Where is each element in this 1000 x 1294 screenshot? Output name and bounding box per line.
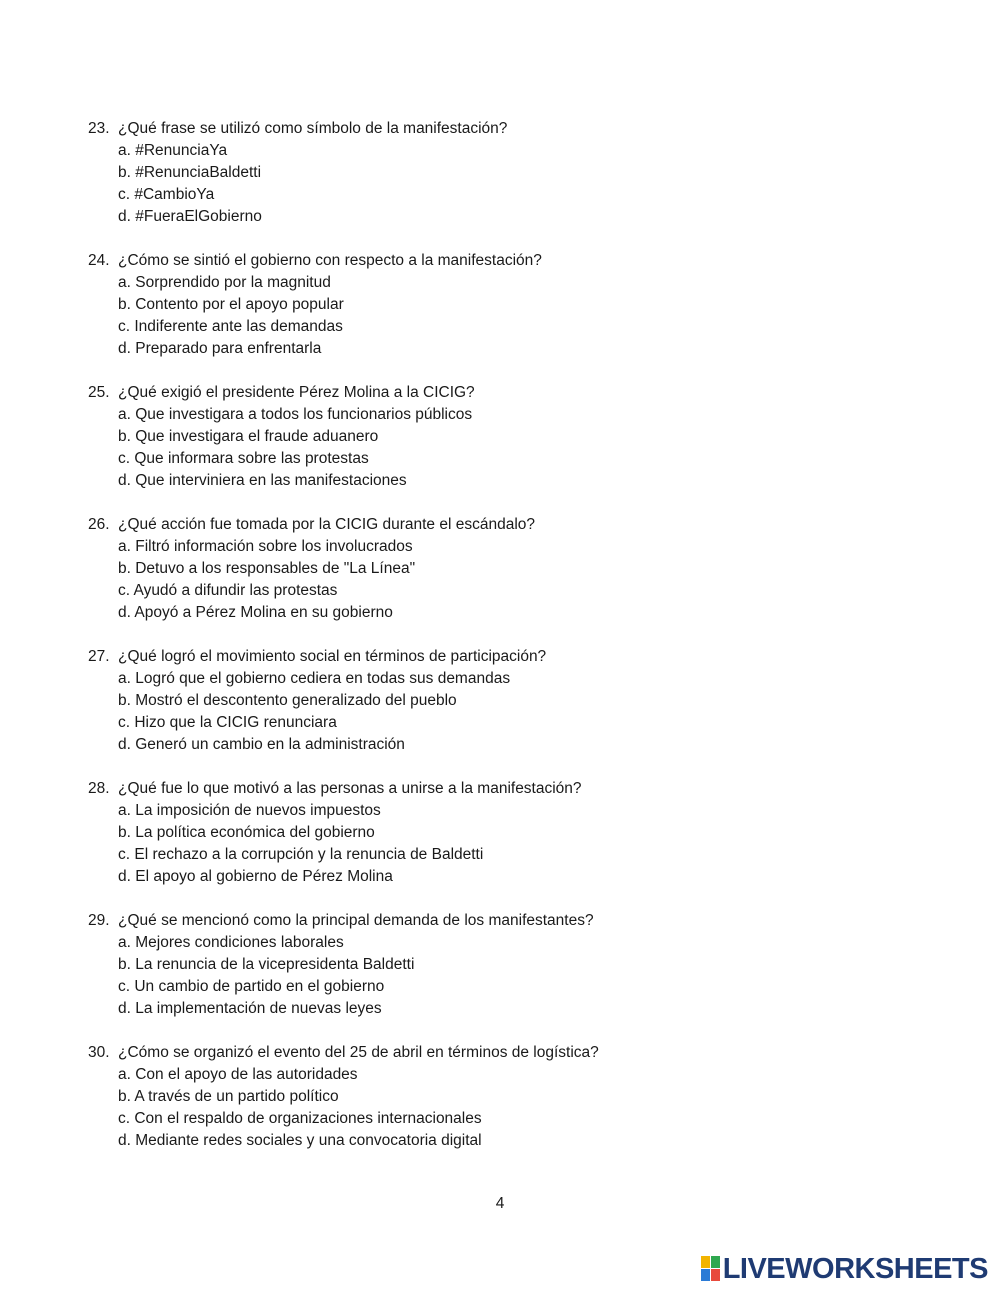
question-item [88,382,888,492]
question-item [88,118,888,228]
answer-option[interactable]: a. #RenunciaYa [118,142,228,159]
answer-option[interactable]: c. Que informara sobre las protestas [118,450,369,467]
answer-options [88,272,888,360]
question-item [88,778,888,888]
question-line [88,250,888,272]
question-number: 30. [88,1044,110,1061]
question-text: ¿Qué se mencionó como la principal demanda de los manifestantes? [118,912,594,929]
answer-option[interactable]: c. Un cambio de partido en el gobierno [118,978,385,995]
question-number: 27. [88,648,110,665]
question-number: 23. [88,120,110,137]
answer-option[interactable]: c. Con el respaldo de organizaciones internacionales [118,1110,482,1127]
question-line [88,778,888,800]
answer-options [88,668,888,756]
liveworksheets-logo[interactable] [701,1254,988,1284]
answer-options [88,932,888,1020]
answer-option[interactable]: b. Que investigara el fraude aduanero [118,428,379,445]
answer-option[interactable]: c. Indiferente ante las demandas [118,318,343,335]
liveworksheets-wordmark: LIVEWORKSHEETS [722,1253,988,1285]
answer-option[interactable]: d. Mediante redes sociales y una convocatoria digital [118,1132,482,1149]
question-item [88,910,888,1020]
question-item [88,646,888,756]
answer-option[interactable]: b. La política económica del gobierno [118,824,375,841]
answer-options [88,140,888,228]
question-text: ¿Cómo se sintió el gobierno con respecto a la manifestación? [118,252,542,269]
question-text: ¿Qué logró el movimiento social en términos de participación? [118,648,547,665]
answer-option[interactable]: c. #CambioYa [118,186,215,203]
answer-option[interactable]: c. Ayudó a difundir las protestas [118,582,338,599]
answer-options [88,1064,888,1152]
question-list [88,118,888,1174]
answer-options [88,536,888,624]
answer-option[interactable]: d. #FueraElGobierno [118,208,262,225]
question-number: 24. [88,252,110,269]
answer-option[interactable]: a. Sorprendido por la magnitud [118,274,331,291]
question-number: 28. [88,780,110,797]
question-number: 26. [88,516,110,533]
question-item [88,514,888,624]
question-text: ¿Qué fue lo que motivó a las personas a unirse a la manifestación? [118,780,582,797]
question-text: ¿Qué frase se utilizó como símbolo de la manifestación? [118,120,508,137]
answer-option[interactable]: a. Filtró información sobre los involucrados [118,538,413,555]
answer-option[interactable]: b. Mostró el descontento generalizado del pueblo [118,692,457,709]
question-text: ¿Qué acción fue tomada por la CICIG durante el escándalo? [118,516,536,533]
question-item [88,250,888,360]
question-line [88,118,888,140]
answer-option[interactable]: c. Hizo que la CICIG renunciara [118,714,337,731]
page-number: 4 [495,1195,505,1212]
answer-option[interactable]: d. Apoyó a Pérez Molina en su gobierno [118,604,393,621]
question-line [88,514,888,536]
answer-option[interactable]: a. Que investigara a todos los funcionarios públicos [118,406,473,423]
question-line [88,646,888,668]
answer-option[interactable]: b. Contento por el apoyo popular [118,296,344,313]
question-item [88,1042,888,1152]
answer-option[interactable]: a. Con el apoyo de las autoridades [118,1066,358,1083]
question-line [88,910,888,932]
answer-option[interactable]: d. Preparado para enfrentarla [118,340,322,357]
answer-option[interactable]: b. Detuvo a los responsables de "La Línea" [118,560,416,577]
answer-option[interactable]: a. Logró que el gobierno cediera en todas sus demandas [118,670,511,687]
answer-option[interactable]: d. Que interviniera en las manifestaciones [118,472,407,489]
question-number: 29. [88,912,110,929]
liveworksheets-logo-icon [701,1256,721,1282]
question-text: ¿Cómo se organizó el evento del 25 de abril en términos de logística? [118,1044,599,1061]
answer-option[interactable]: a. Mejores condiciones laborales [118,934,344,951]
answer-option[interactable]: b. #RenunciaBaldetti [118,164,262,181]
question-line [88,382,888,404]
question-number: 25. [88,384,110,401]
answer-option[interactable]: d. Generó un cambio en la administración [118,736,405,753]
answer-option[interactable]: d. La implementación de nuevas leyes [118,1000,382,1017]
question-text: ¿Qué exigió el presidente Pérez Molina a la CICIG? [118,384,475,401]
answer-option[interactable]: a. La imposición de nuevos impuestos [118,802,381,819]
answer-option[interactable]: b. La renuncia de la vicepresidenta Baldetti [118,956,415,973]
answer-option[interactable]: d. El apoyo al gobierno de Pérez Molina [118,868,393,885]
answer-option[interactable]: b. A través de un partido político [118,1088,339,1105]
answer-options [88,404,888,492]
question-line [88,1042,888,1064]
answer-option[interactable]: c. El rechazo a la corrupción y la renuncia de Baldetti [118,846,484,863]
answer-options [88,800,888,888]
